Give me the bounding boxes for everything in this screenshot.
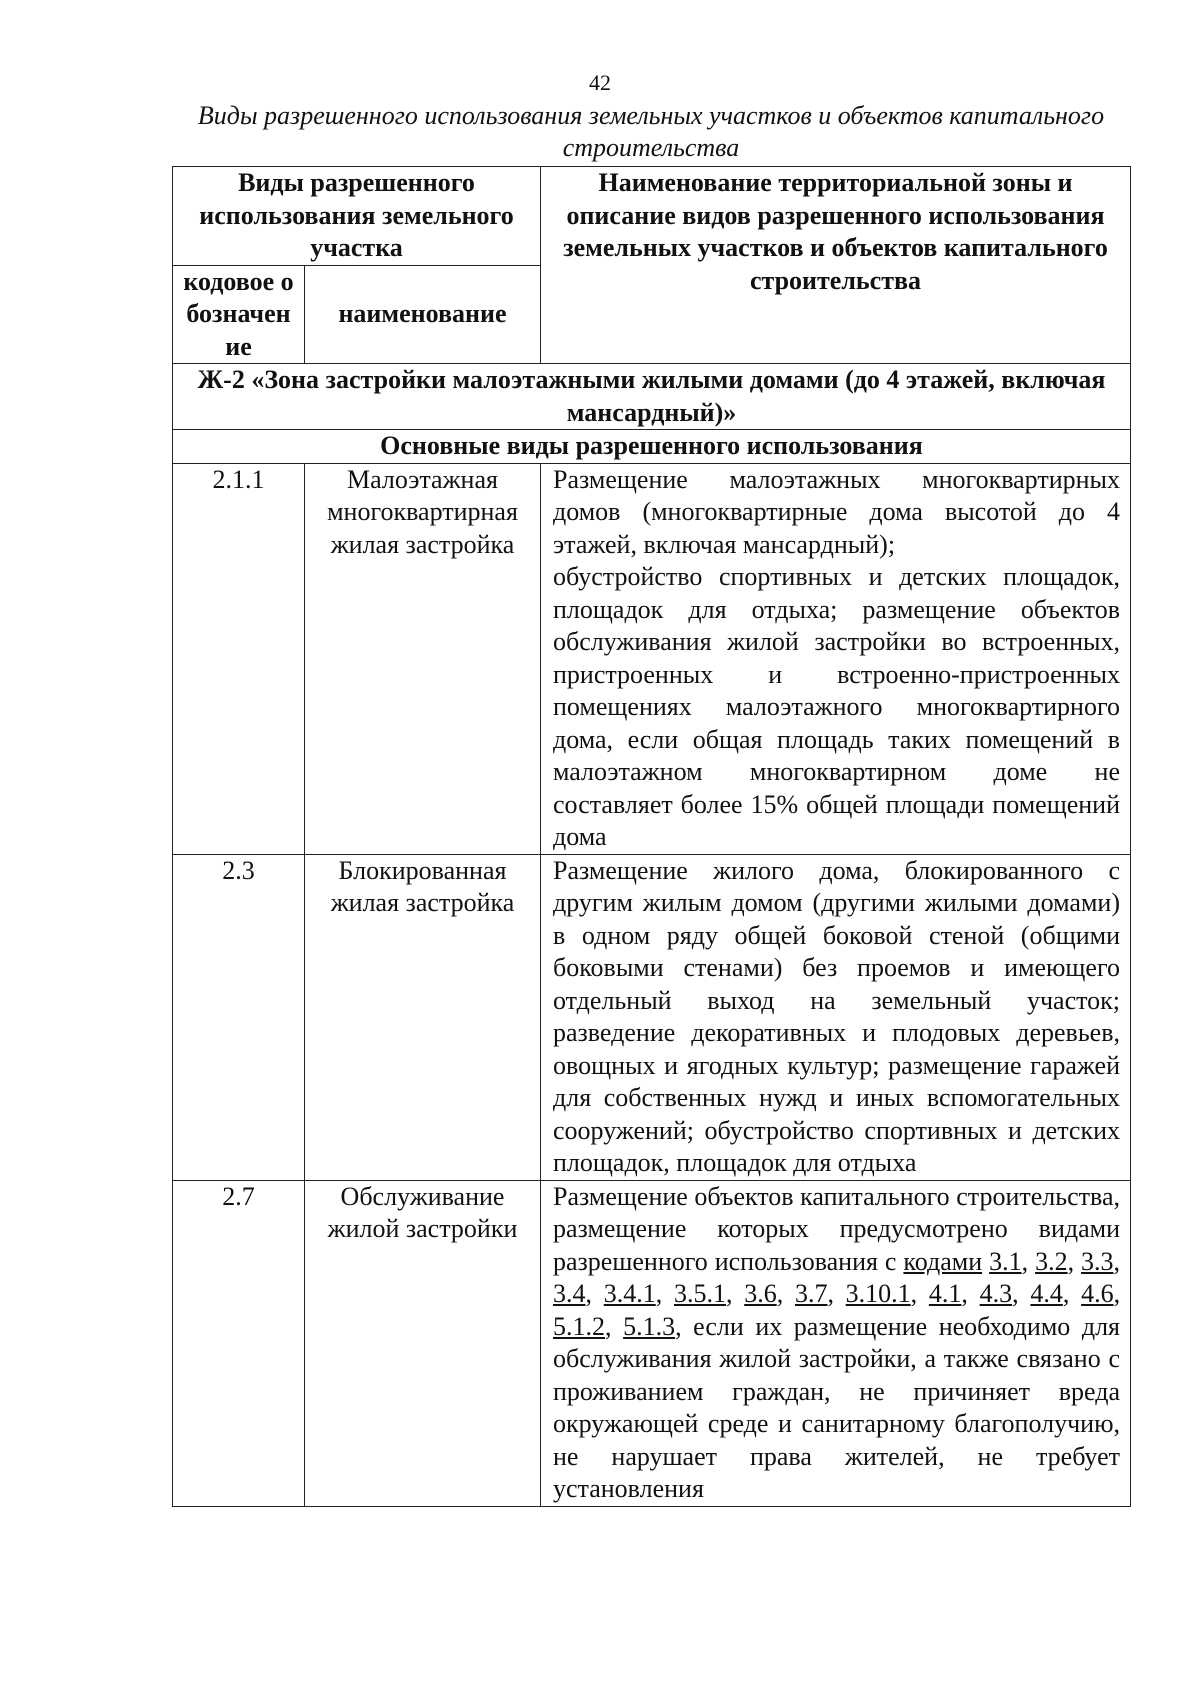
row-description-p1: Размещение малоэтажных многоквартирных домов (многоквартирные дома высотой до 4 этажей, включая мансардный); (553, 464, 1120, 559)
header-code: кодовое обозначение (173, 265, 305, 364)
header-name: наименование (305, 265, 541, 364)
header-group-permitted-use: Виды разрешенного использования земельного участка (173, 167, 541, 266)
row-description (541, 463, 1131, 854)
codes-word-link[interactable]: кодами (903, 1246, 983, 1276)
code-link[interactable]: 3.3 (1081, 1246, 1114, 1276)
code-link[interactable]: 3.4 (553, 1279, 586, 1308)
row-description-p1: Размещение жилого дома, блокированного с другим жилым домом (другими жилыми домами) в одном ряду общей боковой стеной (общими боковыми стенами) без проемов и имеющего отдельный выход на земельный участок; разведение декоративных и плодовых деревьев, овощных и ягодных культур; размещение гаражей для собственных нужд и иных вспомогательных сооружений; обустройство спортивных и детских площадок, площадок для отдыха (553, 855, 1120, 1177)
code-link[interactable]: 5.1.3 (623, 1311, 676, 1341)
page-number: 42 (589, 70, 611, 95)
code-link[interactable]: 3.6 (744, 1279, 777, 1308)
header-row-top (173, 167, 1131, 266)
row-description-p1 (553, 1181, 1120, 1506)
code-link[interactable]: 3.1 (989, 1246, 1022, 1276)
code-link[interactable]: 3.2 (1035, 1246, 1068, 1276)
code-link[interactable]: 4.3 (979, 1279, 1013, 1308)
code-link[interactable]: 5.1.2 (553, 1311, 605, 1341)
table-row (173, 854, 1131, 1180)
row-name: Малоэтажная многоквартирная жилая застройка (305, 463, 541, 854)
row-description-tail: , если их размещение необходимо для обслуживания жилой застройки, а также связано с проживанием граждан, не причиняет вреда окружающей среде и санитарному благополучию, не нарушает права жителей, не требует установления (553, 1311, 1121, 1503)
table-row (173, 1180, 1131, 1506)
row-description-p2: обустройство спортивных и детских площадок, площадок для отдыха; размещение объектов обслуживания жилой застройки во встроенных, пристроенных и встроенно-пристроенных помещениях малоэтажного многоквартирного дома, если общая площадь таких помещений в малоэтажном многоквартирном доме не составляет более 15% общей площади помещений дома (553, 562, 1120, 851)
zone-row (173, 364, 1131, 430)
zone-title: Ж-2 «Зона застройки малоэтажными жилыми домами (до 4 этажей, включая мансардный)» (173, 364, 1131, 430)
row-description (541, 854, 1131, 1180)
code-link[interactable]: 4.4 (1030, 1279, 1063, 1308)
row-description (541, 1180, 1131, 1506)
section-title: Основные виды разрешенного использования (173, 430, 1131, 464)
row-code: 2.7 (173, 1180, 305, 1506)
code-link[interactable]: 3.7 (794, 1279, 828, 1308)
row-description-lead: Размещение объектов капитального строительства, размещение которых предусмотрено видами разрешенного использования с (553, 1181, 1120, 1276)
row-code: 2.3 (173, 854, 305, 1180)
document-title: Виды разрешенного использования земельных участков и объектов капитального строительства (197, 101, 1105, 162)
row-code: 2.1.1 (173, 463, 305, 854)
section-row (173, 430, 1131, 464)
land-use-table (172, 166, 1131, 1507)
code-link[interactable]: 3.5.1 (673, 1279, 726, 1308)
code-link[interactable]: 4.1 (928, 1279, 962, 1308)
code-link[interactable]: 3.10.1 (845, 1279, 911, 1308)
header-zone-description: Наименование территориальной зоны и описание видов разрешенного использования земельных участков и объектов капитального строительства (541, 167, 1131, 364)
table-row (173, 463, 1131, 854)
row-name: Блокированная жилая застройка (305, 854, 541, 1180)
row-name: Обслуживание жилой застройки (305, 1180, 541, 1506)
code-link[interactable]: 3.4.1 (603, 1279, 656, 1308)
code-links: 3.1, 3.2, 3.3, 3.4, 3.4.1, 3.5.1, 3.6, 3.7, 3.10.1, 4.1, 4.3, 4.4, 4.6, 5.1.2, 5.1.3 (553, 1246, 1121, 1341)
code-link[interactable]: 4.6 (1081, 1279, 1114, 1308)
